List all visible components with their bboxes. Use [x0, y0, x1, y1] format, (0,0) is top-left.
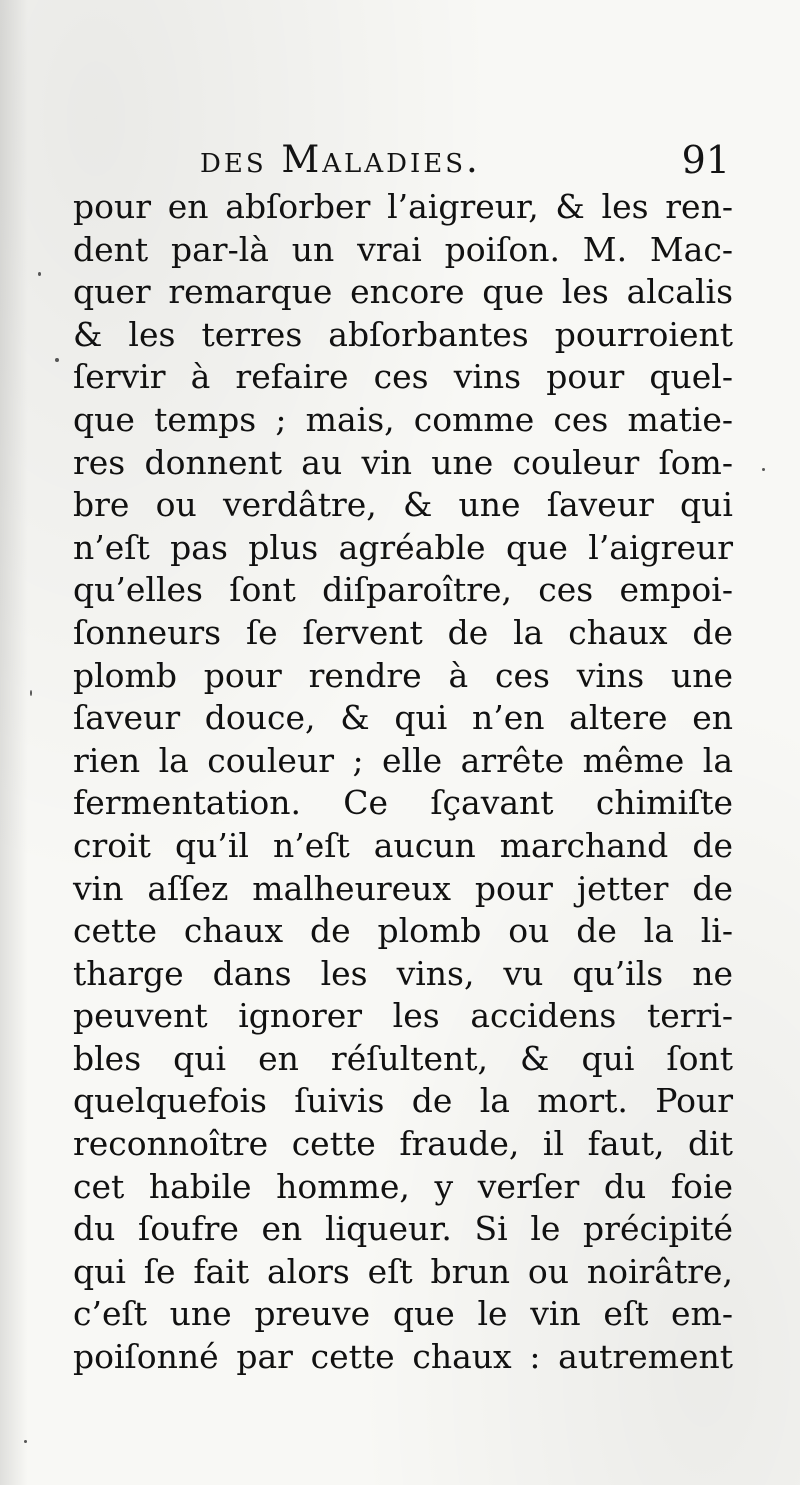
- text-line: quer remarque encore que les alcalis: [73, 272, 733, 312]
- text-line: bre ou verdâtre, & une ſaveur qui: [73, 485, 733, 525]
- body-text: [73, 186, 733, 1379]
- page-number: 91: [681, 138, 730, 182]
- text-line: plomb pour rendre à ces vins une: [73, 655, 733, 695]
- text-line: croit qu’il n’eſt aucun marchand de: [73, 825, 733, 865]
- text-line: ſaveur douce, & qui n’en altere en: [73, 698, 733, 738]
- paper-speck: [55, 358, 59, 362]
- text-line: res donnent au vin une couleur ſom-: [73, 442, 733, 482]
- text-line: ſonneurs ſe ſervent de la chaux de: [73, 612, 733, 652]
- running-title: des Maladies.: [200, 138, 481, 181]
- text-line: rien la couleur ; elle arrête même la: [73, 740, 733, 780]
- paper-speck: [30, 690, 32, 696]
- text-line: bles qui en réſultent, & qui ſont: [73, 1038, 733, 1078]
- text-line: vin aſſez malheureux pour jetter de: [73, 868, 733, 908]
- text-line: reconnoître cette fraude, il faut, dit: [73, 1124, 733, 1164]
- text-line: & les terres abſorbantes pourroient: [73, 314, 733, 354]
- page-header: [200, 138, 740, 188]
- text-line: cet habile homme, y verſer du foie: [73, 1166, 733, 1206]
- text-line: dent par-là un vrai poiſon. M. Mac-: [73, 229, 733, 269]
- text-line: fermentation. Ce ſçavant chimiſte: [73, 783, 733, 823]
- text-line: poiſonné par cette chaux : autrement: [73, 1337, 733, 1377]
- text-line: quelquefois ſuivis de la mort. Pour: [73, 1081, 733, 1121]
- text-line: tharge dans les vins, vu qu’ils ne: [73, 953, 733, 993]
- paper-speck: [38, 272, 41, 276]
- text-line: qu’elles ſont diſparoître, ces empoi-: [73, 570, 733, 610]
- paper-speck: [24, 1440, 27, 1443]
- text-line: qui ſe fait alors eſt brun ou noirâtre,: [73, 1251, 733, 1291]
- text-line: que temps ; mais, comme ces matie-: [73, 399, 733, 439]
- text-line: ſervir à refaire ces vins pour quel-: [73, 357, 733, 397]
- page-gutter-shadow: [0, 0, 28, 1485]
- text-line: peuvent ignorer les accidens terri-: [73, 996, 733, 1036]
- paper-speck: [762, 468, 765, 471]
- text-line: c’eſt une preuve que le vin eſt em-: [73, 1294, 733, 1334]
- text-line: pour en abſorber l’aigreur, & les ren-: [73, 187, 733, 226]
- text-line: du ſoufre en liqueur. Si le précipité: [73, 1209, 733, 1249]
- text-line: cette chaux de plomb ou de la li-: [73, 911, 733, 951]
- text-line: n’eſt pas plus agréable que l’aigreur: [73, 527, 733, 567]
